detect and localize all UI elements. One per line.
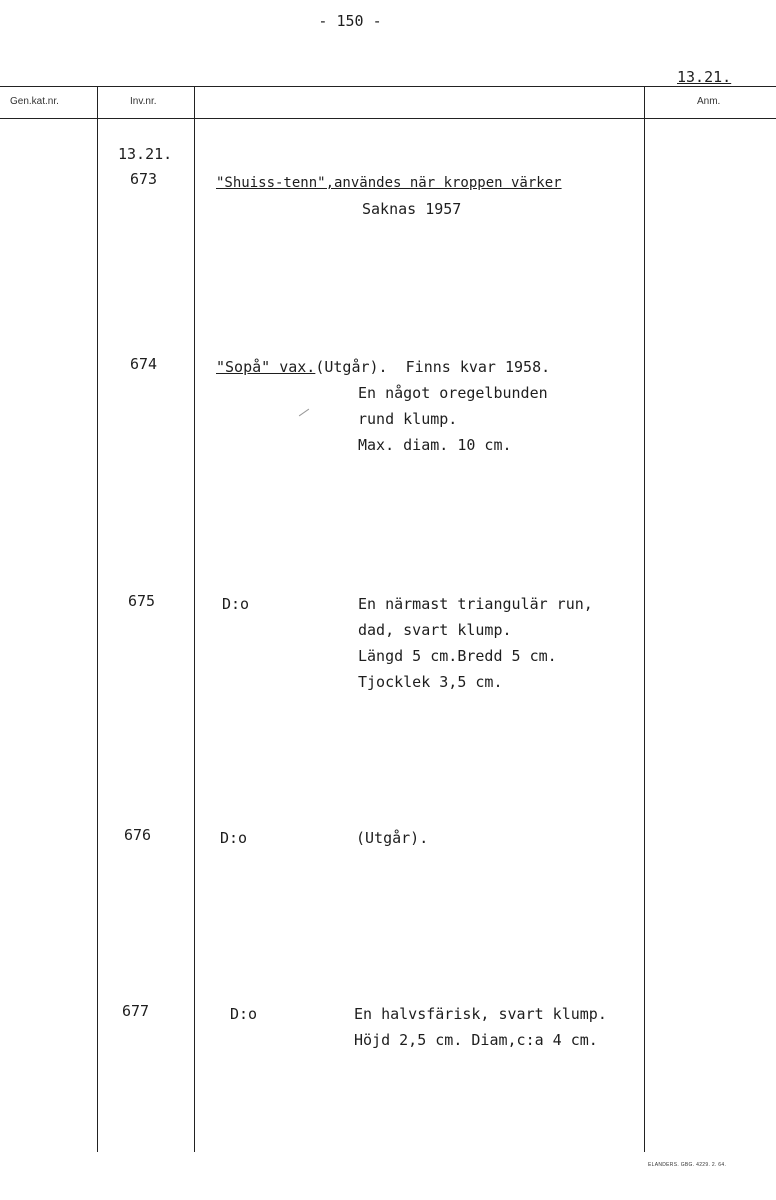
page-number: - 150 - (318, 12, 382, 30)
entry-675-line: Längd 5 cm.Bredd 5 cm. (358, 647, 557, 665)
entry-673-line: Saknas 1957 (362, 200, 462, 218)
entry-674-line: rund klump. (358, 410, 458, 428)
header-anm: Anm. (697, 96, 721, 107)
column-divider-2 (194, 86, 195, 1152)
entry-674-title-rest: (Utgår). Finns kvar 1958. (315, 358, 551, 376)
column-divider-1 (97, 86, 98, 1152)
entry-674-line: En något oregelbunden (358, 384, 548, 402)
entry-675-line: Tjocklek 3,5 cm. (358, 673, 503, 691)
section-label: 13.21. (118, 145, 173, 163)
inv-number-677: 677 (122, 1002, 150, 1020)
entry-677-line: Höjd 2,5 cm. Diam,c:a 4 cm. (354, 1031, 598, 1049)
section-number-top: 13.21. (677, 68, 732, 86)
entry-676-ditto: D:o (220, 829, 248, 847)
entry-677-ditto: D:o (230, 1005, 258, 1023)
header-top-rule (0, 86, 776, 87)
inv-number-674: 674 (130, 355, 158, 373)
entry-675-line: En närmast triangulär run, (358, 595, 593, 613)
entry-674-line: Max. diam. 10 cm. (358, 436, 512, 454)
header-inv-nr: Inv.nr. (130, 96, 157, 107)
inv-number-676: 676 (124, 826, 152, 844)
entry-675-line: dad, svart klump. (358, 621, 512, 639)
printer-footer: ELANDERS. GBG. 4229. 2. 64. (648, 1162, 727, 1168)
header-gen-kat-nr: Gen.kat.nr. (10, 96, 59, 107)
entry-673-title: "Shuiss-tenn",användes när kroppen värker (216, 175, 562, 191)
entry-674-title-row (216, 354, 550, 380)
header-bottom-rule (0, 118, 776, 119)
inv-number-675: 675 (128, 592, 156, 610)
entry-675-ditto: D:o (222, 595, 250, 613)
entry-676-line: (Utgår). (356, 829, 429, 847)
entry-674-title: "Sopå" vax. (216, 358, 316, 376)
column-divider-3 (644, 86, 645, 1152)
inv-number-673: 673 (130, 170, 158, 188)
entry-677-line: En halvsfärisk, svart klump. (354, 1005, 607, 1023)
pencil-mark (299, 409, 309, 417)
